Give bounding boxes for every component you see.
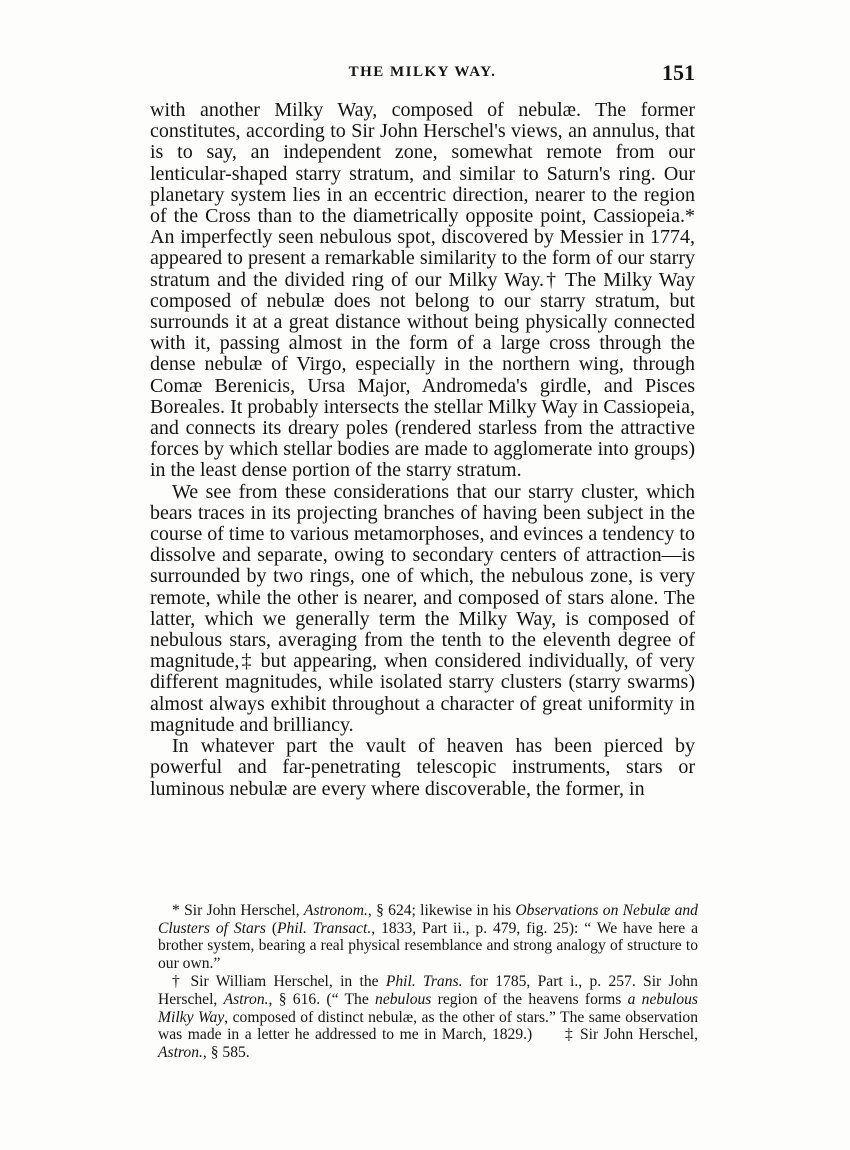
- footnote-text-run: (: [265, 919, 278, 937]
- footnote-text-run: for 1785, Part i., p. 257. Sir John Herschel,: [158, 973, 698, 1008]
- footnote-text-run: region of the heavens forms: [431, 990, 628, 1008]
- running-head: [150, 60, 695, 90]
- footnote: [158, 902, 698, 972]
- page-number: 151: [662, 60, 695, 85]
- footnote-italic-run: Observations on Nebulæ and Clusters of Stars: [158, 902, 698, 937]
- footnote-italic-run: Phil. Transact.: [277, 919, 372, 937]
- body-text: [150, 100, 695, 800]
- paragraph: with another Milky Way, composed of nebulæ. The former constitutes, according to Sir John Herschel's views, an annulus, that is to say, an independent zone, somewhat remote from our lenticular-shaped starry stratum, and similar to Saturn's ring. Our planetary system lies in an eccentric direction, nearer to the region of the Cross than to the diametrically opposite point, Cassiopeia.* An imperfectly seen nebulous spot, discovered by Messier in 1774, appeared to present a remarkable similarity to the form of our starry stratum and the divided ring of our Milky Way.† The Milky Way composed of nebulæ does not belong to our starry stratum, but surrounds it at a great distance without being physically connected with it, passing almost in the form of a large cross through the dense nebulæ of Virgo, especially in the northern wing, through Comæ Berenicis, Ursa Major, Andromeda's girdle, and Pisces Boreales. It probably intersects the stellar Milky Way in Cassiopeia, and connects its dreary poles (rendered starless from the attractive forces by which stellar bodies are made to agglomerate into groups) in the least dense portion of the starry stratum.: [150, 99, 695, 482]
- footnote-italic-run: a nebulous Milky Way: [158, 990, 698, 1026]
- footnote: [158, 973, 698, 1061]
- footnotes: [158, 902, 698, 1061]
- footnote-italic-run: nebulous: [375, 990, 432, 1008]
- footnote-italic-run: Astronom.: [303, 902, 368, 919]
- footnote-italic-run: Astron.: [158, 1043, 203, 1061]
- footnote-italic-run: Phil. Trans.: [385, 973, 463, 991]
- footnote-text-run: , § 585.: [202, 1043, 250, 1061]
- footnote-text-run: † Sir William Herschel, in the: [172, 973, 386, 991]
- footnote-italic-run: Astron.: [223, 990, 269, 1008]
- paragraph: In whatever part the vault of heaven has been pierced by powerful and far-penetrating telescopic instruments, stars or luminous nebulæ are every where discoverable, the former, in: [150, 735, 695, 800]
- footnote-text-run: , § 616. (“ The: [268, 990, 376, 1008]
- footnote-text-run: , § 624; likewise in his: [367, 902, 516, 919]
- paragraph: We see from these considerations that our starry cluster, which bears traces in its projecting branches of having been subject in the course of time to various metamorphoses, and evinces a tendency to dissolve and separate, owing to secondary centers of attraction—is surrounded by two rings, one of which, the nebulous zone, is very remote, while the other is nearer, and composed of stars alone. The latter, which we generally term the Milky Way, is composed of nebulous stars, averaging from the tenth to the eleventh degree of magnitude,‡ but appearing, when considered individually, of very different magnitudes, while isolated starry clusters (starry swarms) almost always exhibit throughout a character of great uniformity in magnitude and brilliancy.: [150, 480, 695, 736]
- footnote-text-run: * Sir John Herschel,: [172, 902, 304, 919]
- chapter-title: THE MILKY WAY.: [348, 64, 497, 80]
- footnote-text-run: , composed of distinct nebulæ, as the other of stars.” The same observation was made in a letter he addressed to me in March, 1829.) ‡ Sir John Herschel,: [158, 1008, 699, 1044]
- footnote-text-run: , 1833, Part ii., p. 479, fig. 25): “ We have here a brother system, bearing a real physical resemblance and strong analogy of structure to our own.”: [158, 919, 698, 972]
